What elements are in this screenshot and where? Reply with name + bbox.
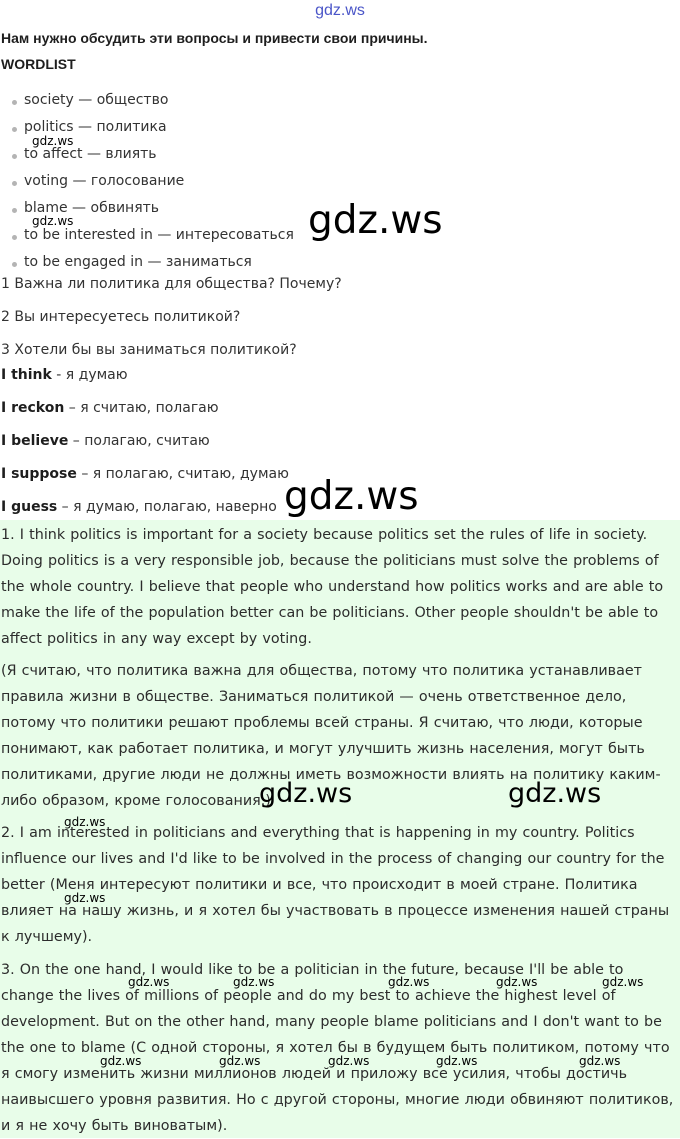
question-2: 2 Вы интересуетесь политикой? [1,309,241,325]
wordlist-item: society — общество [24,92,169,108]
phrase-term: I suppose [1,466,77,482]
watermark: gdz.ws [32,214,74,228]
question-3: 3 Хотели бы вы заниматься политикой? [1,342,297,358]
phrase-term: I think [1,367,52,383]
watermark: gdz.ws [100,1054,142,1068]
answers-block [0,520,680,1138]
phrase-term: I reckon [1,400,65,416]
phrase-item [1,433,210,449]
phrase-meaning: – полагаю, считаю [68,433,210,449]
phrase-meaning: – я считаю, полагаю [64,400,219,416]
wordlist-item: to affect — влиять [24,146,157,162]
site-link[interactable]: gdz.ws [315,2,365,19]
wordlist-item: politics — политика [24,119,167,135]
watermark: gdz.ws [32,134,74,148]
bullet-icon [12,100,17,105]
bullet-icon [12,154,17,159]
phrase-item [1,466,289,482]
wordlist-item: to be engaged in — заниматься [24,254,252,270]
phrase-meaning: - я думаю [51,367,128,383]
watermark: gdz.ws [508,778,602,809]
answer-3: 3. On the one hand, I would like to be a politician in the future, because I'll be able to change the lives of millions of people and do my best to achieve the highest level of development. But on the other hand, many people blame politicians and I don't want to be the one to blame (С одной стороны, я хотел бы в будущем быть политиком, потому что я смогу изменить жизни миллионов людей и приложу все усилия, чтобы достичь наивысшего уровня развития. Но с другой стороны, многие люди обвиняют политиков, и я не хочу быть виноватым). [1,962,674,1134]
bullet-icon [12,208,17,213]
phrase-term: I guess [1,499,58,515]
watermark: gdz.ws [233,975,275,989]
watermark: gdz.ws [496,975,538,989]
watermark: gdz.ws [219,1054,261,1068]
wordlist-item: voting — голосование [24,173,185,189]
task-heading: Нам нужно обсудить эти вопросы и привести свои причины. [1,30,428,46]
answer-2: 2. I am interested in politicians and everything that is happening in my country. Politics influence our lives and I'd like to be involved in the process of changing our country for the better (Меня интересуют политики и все, что происходит в моей стране. Политика влияет на нашу жизнь, и я хотел бы участвовать в процессе изменения нашей страны к лучшему). [1,825,670,945]
wordlist-item: to be interested in — интересоваться [24,227,294,243]
watermark: gdz.ws [388,975,430,989]
answer-1-translation: (Я считаю, что политика важна для общества, потому что политика устанавливает правила жизни в обществе. Заниматься политикой — очень ответственное дело, потому что политики решают проблемы всей страны. Я считаю, что люди, которые понимают, как работает политика, и могут улучшить жизнь населения, могут быть политиками, другие люди не должны иметь возможности влиять на политику каким-либо образом, кроме голосования.) [1,663,661,809]
watermark: gdz.ws [579,1054,621,1068]
watermark: gdz.ws [128,975,170,989]
answer-1: 1. I think politics is important for a society because politics set the rules of life in society. Doing politics is a very responsible job, because the politicians must solve the problems of the whole country. I believe that people who understand how politics works and are able to make the life of the population better can be politicians. Other people shouldn't be able to affect politics in any way except by voting. [1,527,664,647]
watermark: gdz.ws [259,778,353,809]
watermark: gdz.ws [308,198,443,243]
phrase-item [1,367,128,383]
phrase-item [1,499,277,515]
phrase-term: I believe [1,433,69,449]
bullet-icon [12,262,17,267]
watermark: gdz.ws [328,1054,370,1068]
phrase-meaning: – я полагаю, считаю, думаю [76,466,289,482]
wordlist-title: WORDLIST [1,56,76,72]
question-1: 1 Важна ли политика для общества? Почему? [1,276,342,292]
watermark: gdz.ws [64,891,106,905]
phrase-item [1,400,219,416]
phrase-meaning: – я думаю, полагаю, наверно [57,499,277,515]
bullet-icon [12,235,17,240]
watermark: gdz.ws [602,975,644,989]
bullet-icon [12,181,17,186]
bullet-icon [12,127,17,132]
watermark: gdz.ws [64,815,106,829]
wordlist-item: blame — обвинять [24,200,160,216]
watermark: gdz.ws [284,474,419,519]
watermark: gdz.ws [436,1054,478,1068]
